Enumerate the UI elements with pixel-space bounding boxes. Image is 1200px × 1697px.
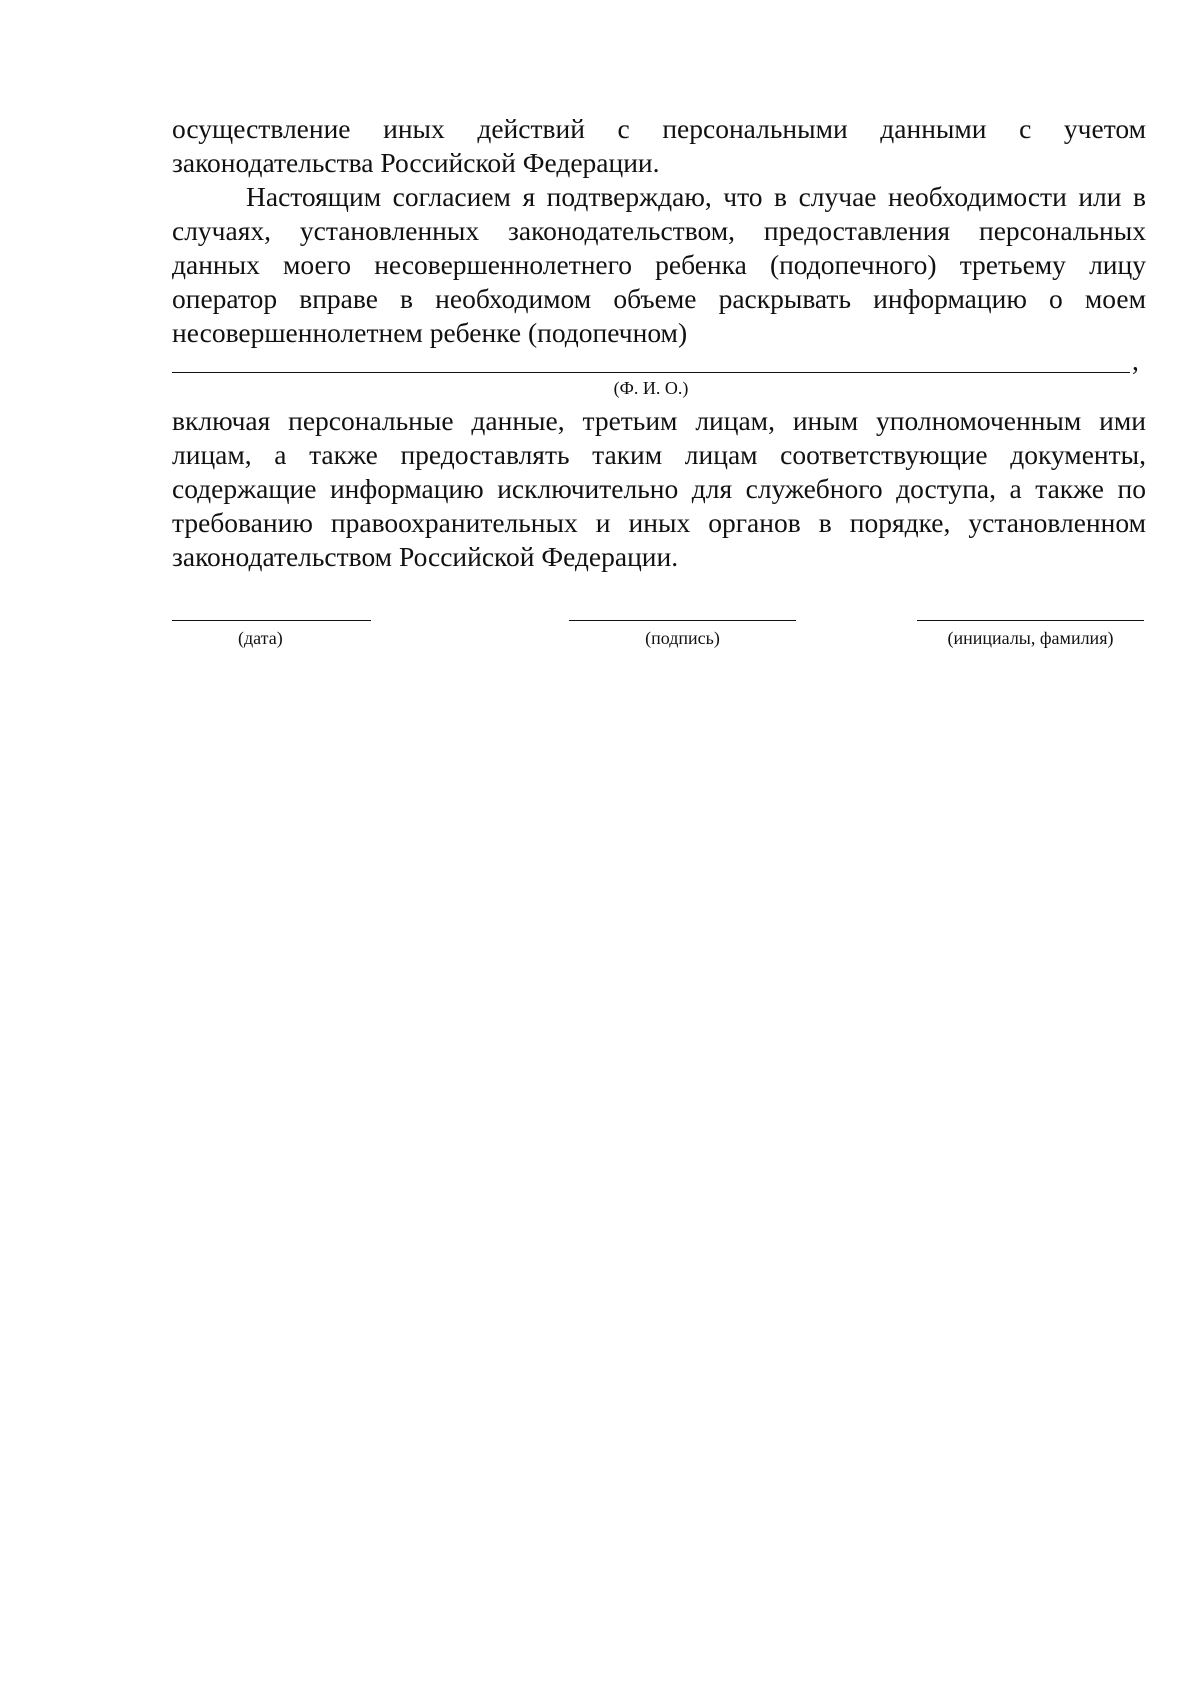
date-caption: (дата)	[238, 628, 283, 648]
signature-row	[172, 620, 1146, 680]
fio-trailing-comma: ,	[1132, 345, 1139, 376]
signature-caption: (подпись)	[645, 628, 720, 648]
fio-caption: (Ф. И. О.)	[613, 378, 689, 398]
paragraph-consent-disclosure: Настоящим согласием я подтверждаю, что в случае необходимости или в случаях, установленных законодательством, предоставления персональных данных моего несовершеннолетнего ребенка (подопечного) третьему лицу оператор вправе в необходимом объеме раскрывать информацию о моем несовершеннолетнем ребенке (подопечном)	[172, 181, 1146, 348]
fio-field	[172, 345, 1146, 404]
paragraph-third-parties: включая персональные данные, третьим лицам, иным уполномоченным ими лицам, а также предоставлять таким лицам соответствующие документы, содержащие информацию исключительно для служебного доступа, а также по требованию правоохранительных и иных органов в порядке, установленном законодательством Российской Федерации.	[172, 405, 1146, 572]
document-body	[172, 112, 1146, 680]
name-blank-line[interactable]	[917, 620, 1144, 621]
signature-field	[569, 620, 796, 649]
date-blank-line[interactable]	[172, 620, 371, 621]
paragraph-legislation-continuation: осуществление иных действий с персональными данными с учетом законодательства Российской Федерации.	[172, 113, 1146, 178]
name-caption: (инициалы, фамилия)	[947, 628, 1114, 648]
fio-blank-line[interactable]	[172, 372, 1130, 373]
signature-blank-line[interactable]	[569, 620, 796, 621]
name-field	[917, 620, 1144, 649]
date-field	[172, 620, 371, 649]
